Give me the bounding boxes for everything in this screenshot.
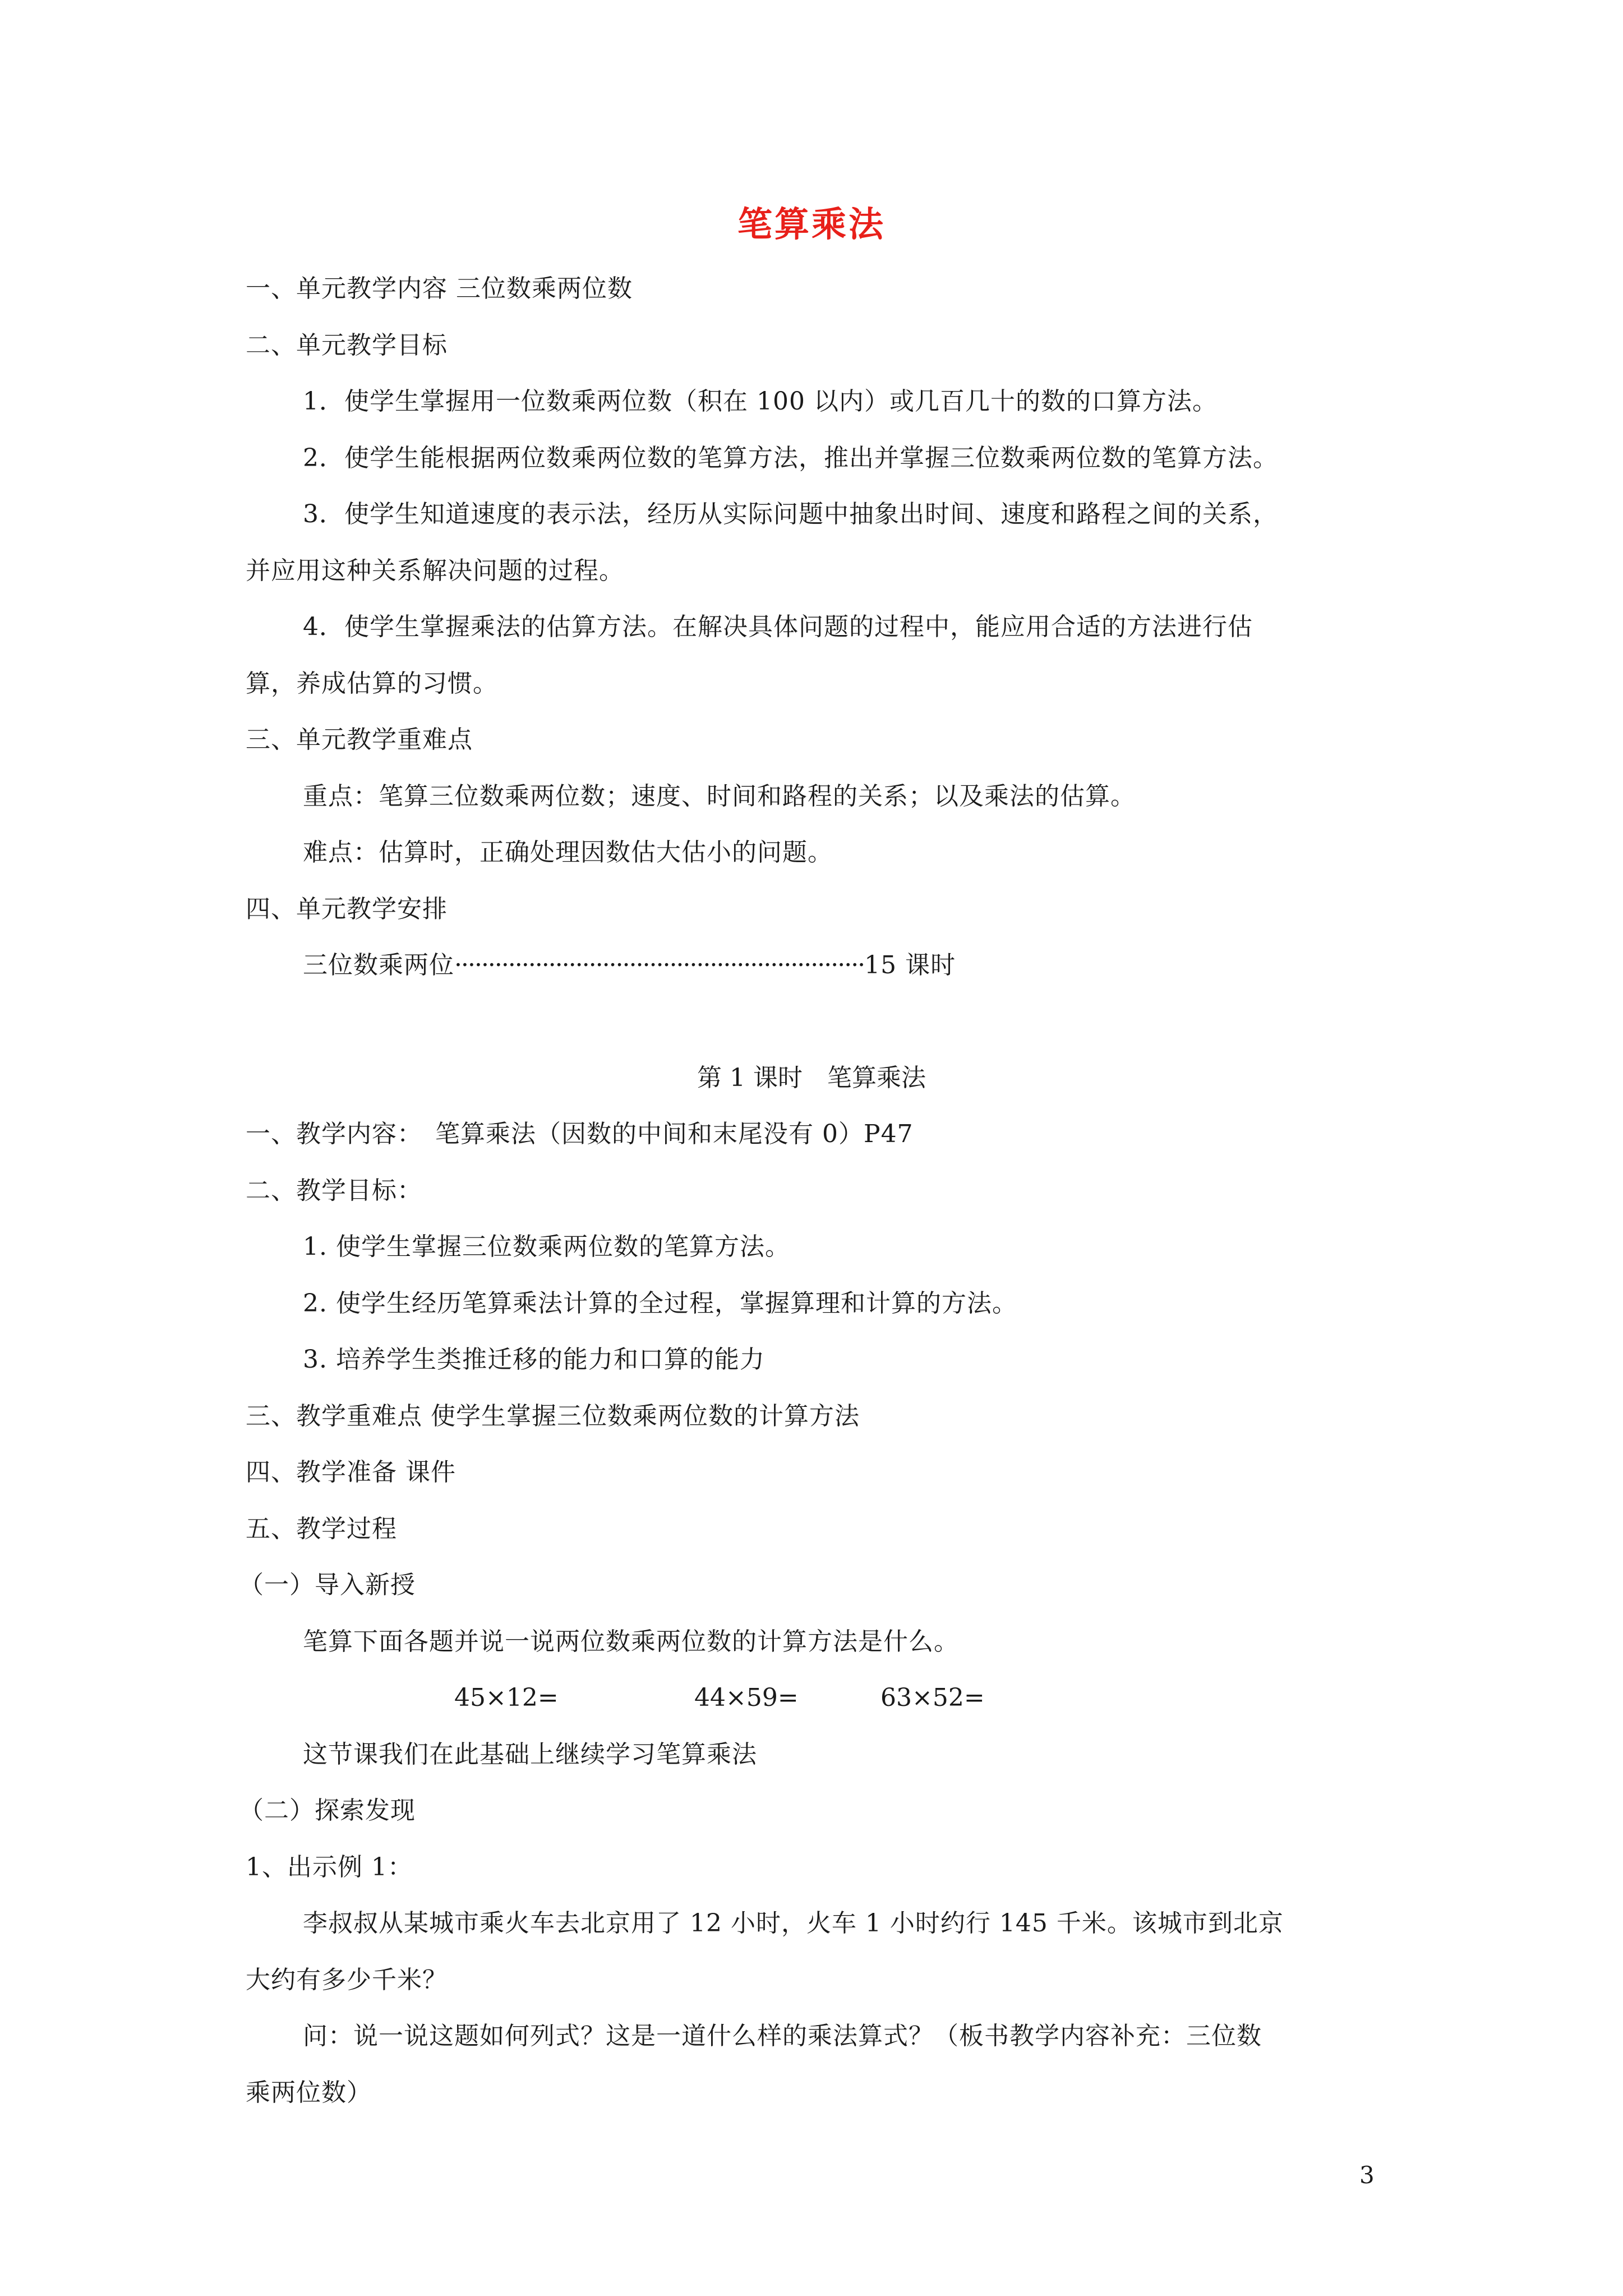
question-line-2: 乘两位数） [246, 2078, 372, 2107]
formula-1: 45×12= [454, 1683, 559, 1712]
lesson-key: 三、教学重难点 使学生掌握三位数乘两位数的计算方法 [246, 1402, 860, 1430]
unit-goals-heading: 二、单元教学目标 [246, 331, 448, 360]
lesson-goal-3: 3. 培养学生类推迁移的能力和口算的能力 [303, 1345, 765, 1374]
unit-schedule-entry [303, 949, 956, 982]
explore-heading: （二）探索发现 [239, 1796, 416, 1825]
unit-key-heading: 三、单元教学重难点 [246, 725, 473, 754]
lesson-title: 第 1 课时 笔算乘法 [697, 1064, 926, 1092]
example-line-1: 李叔叔从某城市乘火车去北京用了 12 小时，火车 1 小时约行 145 千米。该城市到北京 [303, 1909, 1284, 1938]
unit-goal-3-line-1: 3．使学生知道速度的表示法，经历从实际问题中抽象出时间、速度和路程之间的关系， [303, 500, 1278, 528]
formula-3: 63×52= [880, 1683, 985, 1712]
example-line-2: 大约有多少千米？ [246, 1966, 448, 1994]
example-heading: 1、出示例 1： [246, 1853, 413, 1881]
lesson-goal-1: 1. 使学生掌握三位数乘两位数的笔算方法。 [303, 1232, 790, 1261]
formula-2: 44×59= [694, 1683, 799, 1712]
lesson-process: 五、教学过程 [246, 1515, 397, 1543]
unit-schedule-heading: 四、单元教学安排 [246, 895, 448, 923]
unit-goal-1: 1．使学生掌握用一位数乘两位数（积在 100 以内）或几百几十的数的口算方法。 [303, 387, 1218, 416]
page-number: 3 [1359, 2161, 1375, 2189]
intro-close: 这节课我们在此基础上继续学习笔算乘法 [303, 1740, 757, 1769]
unit-goal-3-line-2: 并应用这种关系解决问题的过程。 [246, 556, 624, 585]
unit-goal-4-line-2: 算，养成估算的习惯。 [246, 669, 498, 698]
schedule-hours: 15 课时 [864, 951, 956, 979]
question-line-1: 问：说一说这题如何列式？这是一道什么样的乘法算式？（板书教学内容补充：三位数 [303, 2022, 1262, 2050]
unit-content: 一、单元教学内容 三位数乘两位数 [246, 274, 633, 303]
lesson-goals-heading: 二、教学目标： [246, 1176, 422, 1205]
unit-goal-2: 2．使学生能根据两位数乘两位数的笔算方法，推出并掌握三位数乘两位数的笔算方法。 [303, 444, 1278, 472]
lesson-prep: 四、教学准备 课件 [246, 1458, 456, 1487]
unit-goal-4-line-1: 4．使学生掌握乘法的估算方法。在解决具体问题的过程中，能应用合适的方法进行估 [303, 613, 1253, 641]
lesson-goal-2: 2. 使学生经历笔算乘法计算的全过程，掌握算理和计算的方法。 [303, 1289, 1017, 1318]
page-title: 笔算乘法 [737, 204, 886, 245]
lesson-content: 一、教学内容： 笔算乘法（因数的中间和末尾没有 0）P47 [246, 1120, 914, 1148]
intro-text: 笔算下面各题并说一说两位数乘两位数的计算方法是什么。 [303, 1627, 959, 1656]
unit-difficult-point: 难点：估算时，正确处理因数估大估小的问题。 [303, 838, 833, 867]
unit-key-point: 重点：笔算三位数乘两位数；速度、时间和路程的关系；以及乘法的估算。 [303, 782, 1136, 811]
schedule-item: 三位数乘两位 [303, 951, 454, 979]
schedule-leader-dots: ····························································· [454, 951, 865, 979]
intro-heading: （一）导入新授 [239, 1571, 416, 1599]
